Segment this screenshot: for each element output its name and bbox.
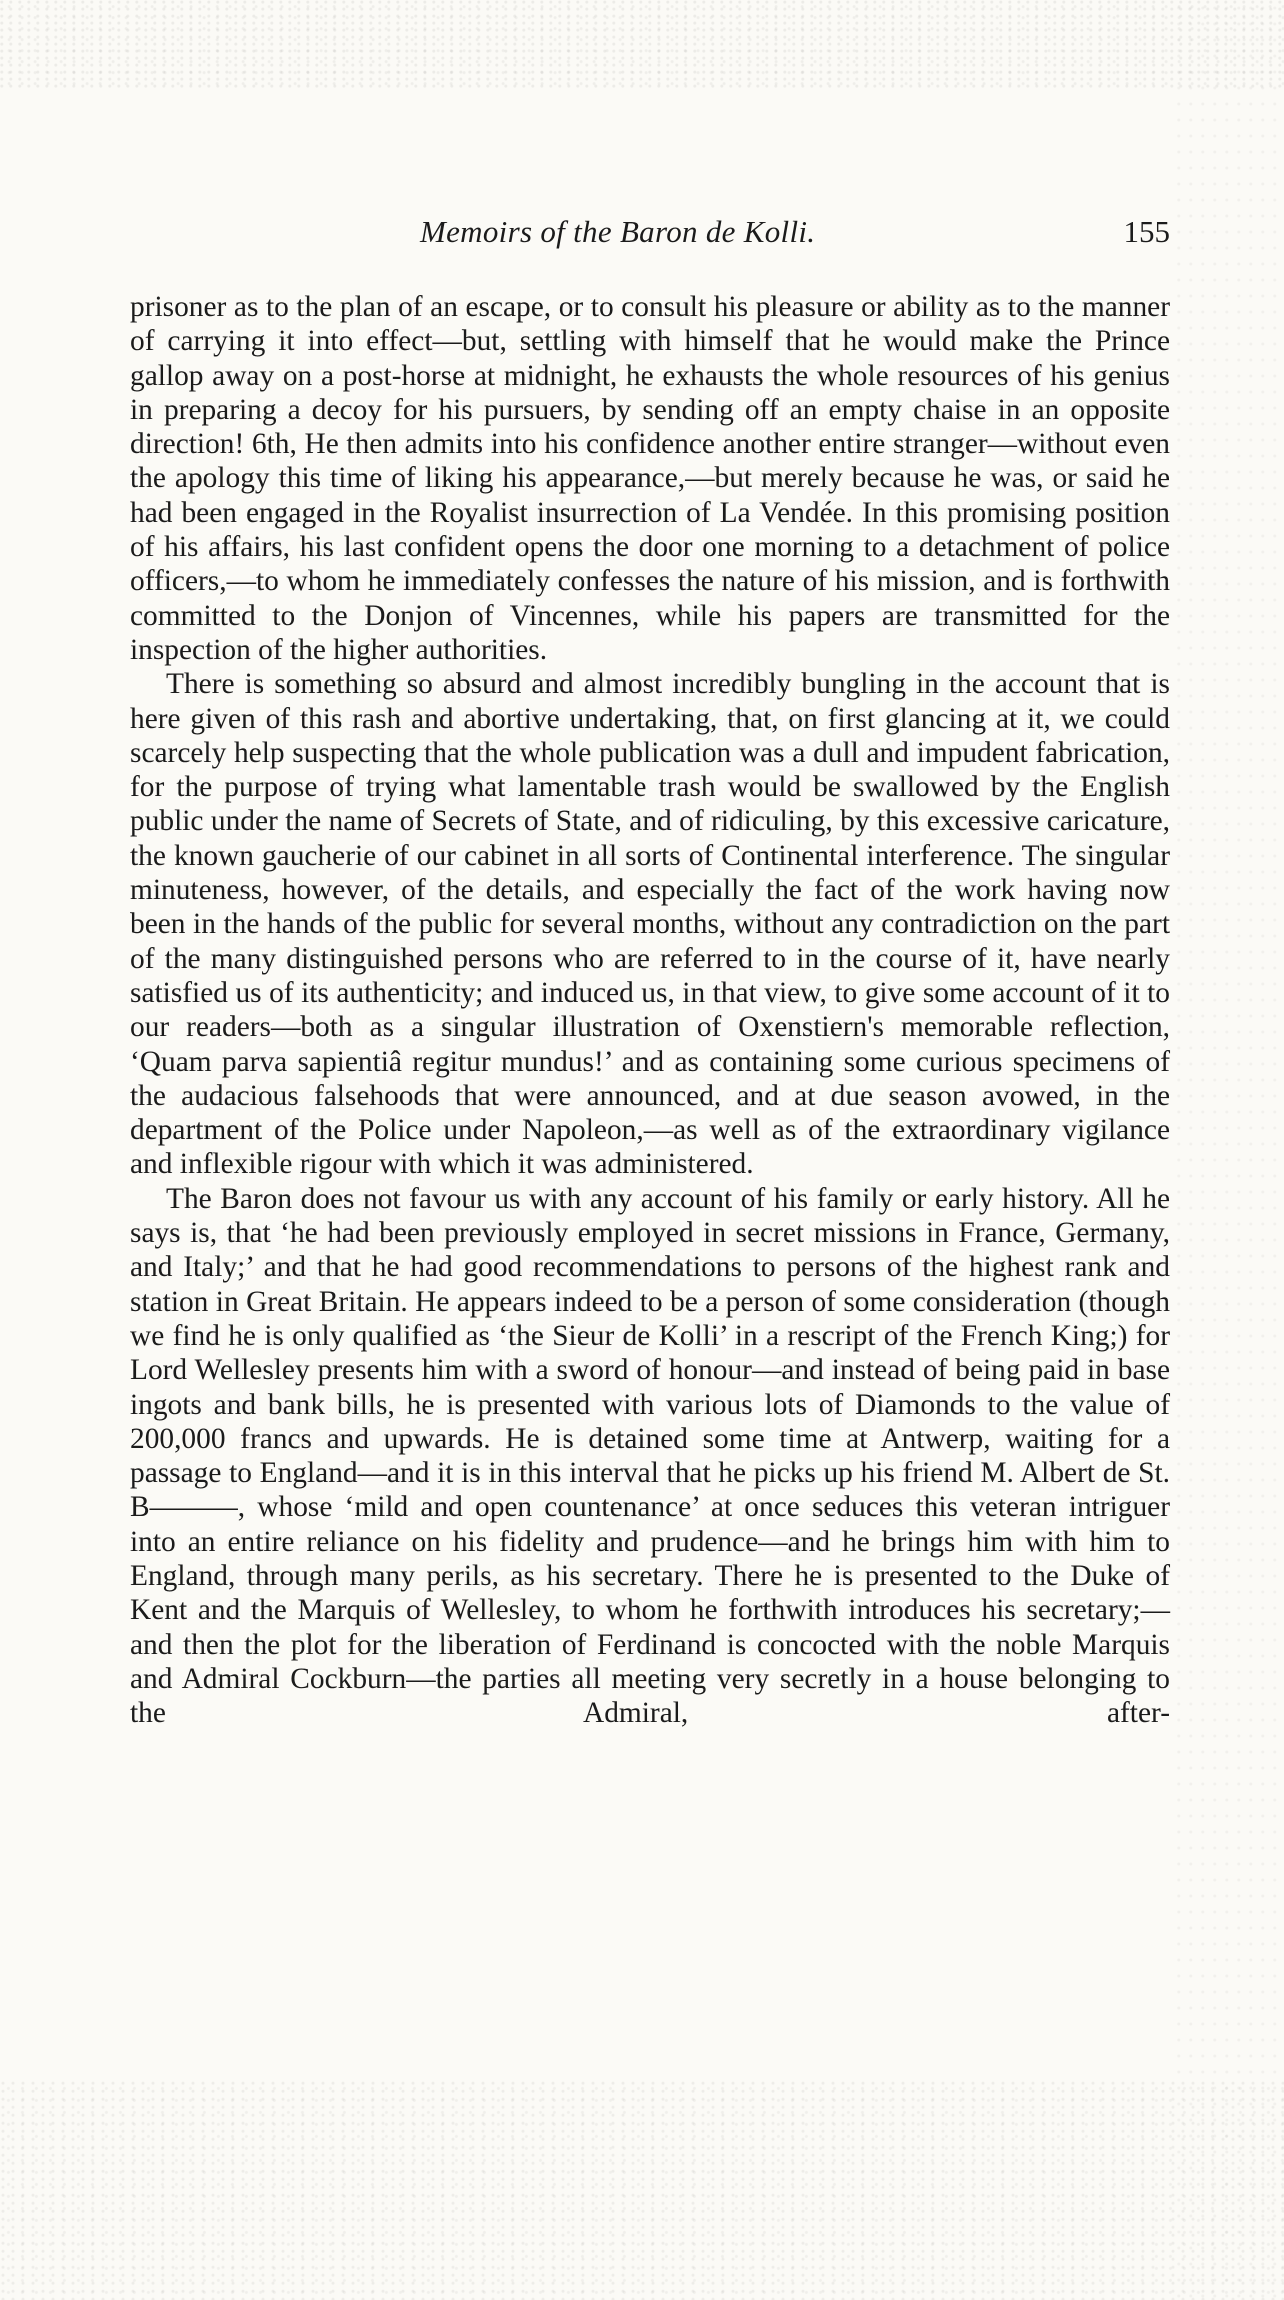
paragraph-2: There is something so absurd and almost incredibly bungling in the account that is here given of this rash and abortive undertaking, that, on first glancing at it, we could scarcely help suspecting that the whole publication was a dull and impudent fabrication, for the purpose of trying what lamentable trash would be swallowed by the English public under the name of Secrets of State, and of ridiculing, by this excessive caricature, the known gaucherie of our cabinet in all sorts of Continental interference. The singular minuteness, however, of the details, and especially the fact of the work having now been in the hands of the public for several months, without any contradiction on the part of the many distinguished persons who are referred to in the course of it, have nearly satisfied us of its authenticity; and induced us, in that view, to give some account of it to our readers—both as a singular illustration of Oxenstiern's memorable reflection, ‘Quam parva sapientiâ regitur mundus!’ and as containing some curious specimens of the audacious falsehoods that were announced, and at due season avowed, in the department of the Police under Napoleon,—as well as of the extraordinary vigilance and inflexible rigour with which it was administered. [130, 668, 1170, 1181]
running-title: Memoirs of the Baron de Kolli. [420, 214, 816, 249]
page-number: 155 [1123, 214, 1170, 249]
page-speckle-bottom [0, 2080, 1284, 2300]
body-text [130, 290, 1170, 1730]
page-speckle-top [0, 0, 1284, 90]
page-speckle-right [1174, 0, 1284, 2300]
paragraph-3: The Baron does not favour us with any account of his family or early history. All he says is, that ‘he had been previously employed in secret missions in France, Germany, and Italy;’ and that he had good recommendations to persons of the highest rank and station in Great Britain. He appears indeed to be a person of some consideration (though we find he is only qualified as ‘the Sieur de Kolli’ in a rescript of the French King;) for Lord Wellesley presents him with a sword of honour—and instead of being paid in base ingots and bank bills, he is presented with various lots of Diamonds to the value of 200,000 francs and upwards. He is detained some time at Antwerp, waiting for a passage to England—and it is in this interval that he picks up his friend M. Albert de St. B———, whose ‘mild and open countenance’ at once seduces this veteran intriguer into an entire reliance on his fidelity and prudence—and he brings him with him to England, through many perils, as his secretary. There he is presented to the Duke of Kent and the Marquis of Wellesley, to whom he forthwith introduces his secretary;—and then the plot for the liberation of Ferdinand is concocted with the noble Marquis and Admiral Cockburn—the parties all meeting very secretly in a house belonging to the Admiral, after- [130, 1182, 1170, 1730]
page-header [130, 214, 1170, 258]
paragraph-1: prisoner as to the plan of an escape, or to consult his pleasure or ability as to the manner of carrying it into effect—but, settling with himself that he would make the Prince gallop away on a post-horse at midnight, he exhausts the whole resources of his genius in preparing a decoy for his pursuers, by sending off an empty chaise in an opposite direction! 6th, He then admits into his confidence another entire stranger—without even the apology this time of liking his appearance,—but merely because he was, or said he had been engaged in the Royalist insurrection of La Vendée. In this promising position of his affairs, his last confident opens the door one morning to a detachment of police officers,—to whom he immediately confesses the nature of his mission, and is forthwith committed to the Donjon of Vincennes, while his papers are transmitted for the inspection of the higher authorities. [130, 291, 1170, 666]
